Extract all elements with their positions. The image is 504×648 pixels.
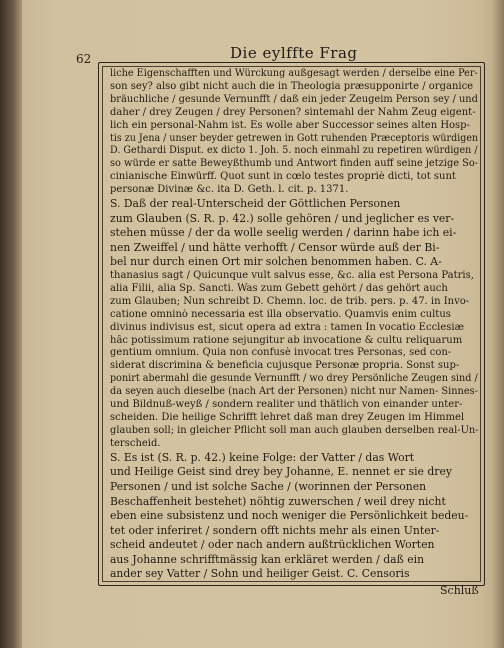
text-line: siderat discrimina & beneficia cujusque Personæ propria. Sonst sup-: [110, 360, 460, 372]
text-line: bräuchliche / gesunde Vernunfft / daß ein jeder Zeugeim Person sey / und: [110, 93, 478, 105]
text-line: hâc potissimum ratione sejungitur ab invocatione & cultu reliquarum: [110, 334, 463, 346]
text-line: und Bildnuß-weyß / sondern realiter und thätlich von einander unter-: [110, 399, 463, 411]
text-line: divinus indivisus est, sicut opera ad extra : tamen In vocatio Ecclesiæ: [110, 321, 465, 333]
text-line: alia Filii, alia Sp. Sancti. Was zum Gebett gehört / das gehört auch: [110, 282, 448, 294]
text-line: ander sey Vatter / Sohn und heiliger Geist. C. Censoris: [110, 567, 410, 581]
text-line: thanasius sagt / Quicunque vult salvus esse, &c. alia est Persona Patris,: [110, 270, 474, 282]
text-line: lich ein personal-Nahm ist. Es wolle aber Successor seines alten Hosp-: [110, 119, 470, 131]
book-gutter: [0, 0, 22, 648]
text-line: liche Eigenschafften und Würckung außgesagt werden / derselbe eine Per-: [110, 68, 478, 79]
running-title: Die eylffte Frag: [230, 44, 358, 62]
text-body: [110, 68, 480, 582]
text-line: terscheid.: [110, 437, 161, 449]
text-line: S. Es ist (S. R. p. 42.) keine Folge: der Vatter / das Wort: [110, 450, 415, 464]
text-line: aus Johanne schrifftmässig kan erkläret werden / daß ein: [110, 552, 425, 566]
text-line: da seyen auch dieselbe (nach Art der Personen) nicht nur Namen- Sinnes-: [110, 386, 478, 398]
text-line: daher / drey Zeugen / drey Personen? sintemahl der Nahm Zeug eigent-: [110, 106, 476, 118]
text-line: zum Glauben; Nun schreibt D. Chemn. loc. de trib. pers. p. 47. in Invo-: [110, 295, 470, 307]
text-line: scheid andeutet / oder nach andern außtrücklichen Worten: [110, 538, 435, 552]
page-number: 62: [76, 52, 92, 66]
text-line: glauben soll; in gleicher Pflicht soll man auch glauben derselben real-Un-: [110, 424, 479, 436]
text-line: catione omninò necessaria est illa observatio. Quamvis enim cultus: [110, 308, 451, 320]
text-line: son sey? also gibt nicht auch die in Theologia præsupponirte / organice: [110, 80, 474, 92]
text-line: tet oder inferiret / sondern offt nichts mehr als einen Unter-: [110, 523, 440, 537]
text-line: und Heilige Geist sind drey bey Johanne, E. nennet er sie drey: [110, 465, 452, 479]
text-line: personæ Divinæ &c. ita D. Geth. l. cit. p. 1371.: [110, 184, 349, 196]
text-line: ponirt abermahl die gesunde Vernunfft / wo drey Persönliche Zeugen sind /: [110, 373, 478, 385]
text-line: D. Gethardi Disput. ex dicto 1. Joh. 5. noch einmahl zu repetiren würdigen /: [110, 145, 478, 157]
catchword: Schluß: [440, 584, 479, 597]
text-line: stehen müsse / der da wolle seelig werden / darinn habe ich ei-: [110, 226, 457, 240]
text-line: cinianische Einwürff. Quot sunt in cœlo testes propriè dicti, tot sunt: [110, 171, 456, 183]
text-line: bel nur durch einen Ort mir solchen benommen haben. C. A-: [110, 255, 442, 269]
text-line: Beschaffenheit bestehet) nöhtig zuwerschen / weil drey nicht: [110, 494, 446, 508]
text-line: eben eine subsistenz und noch weniger die Persönlichkeit bedeu-: [110, 509, 469, 523]
text-line: zum Glauben (S. R. p. 42.) solle gehören / und jeglicher es ver-: [110, 211, 455, 225]
text-line: so würde er satte Beweyßthumb und Antwort finden auff seine jetzige So-: [110, 158, 478, 170]
text-line: gentium omnium. Quia non confusè invocat tres Personas, sed con-: [110, 347, 452, 359]
text-line: scheiden. Die heilige Schrifft lehret daß man drey Zeugen im Himmel: [110, 412, 465, 423]
text-line: S. Daß der real-Unterscheid der Göttlichen Personen: [110, 197, 401, 211]
text-line: tis zu Jena / unser beyder getrewen in Gott ruhenden Præceptoris würdigen: [110, 132, 479, 144]
text-line: Personen / und ist solche Sache / (worinnen der Personen: [110, 479, 427, 493]
text-line: nen Zweiffel / und hätte verhofft / Censor würde auß der Bi-: [110, 240, 440, 254]
